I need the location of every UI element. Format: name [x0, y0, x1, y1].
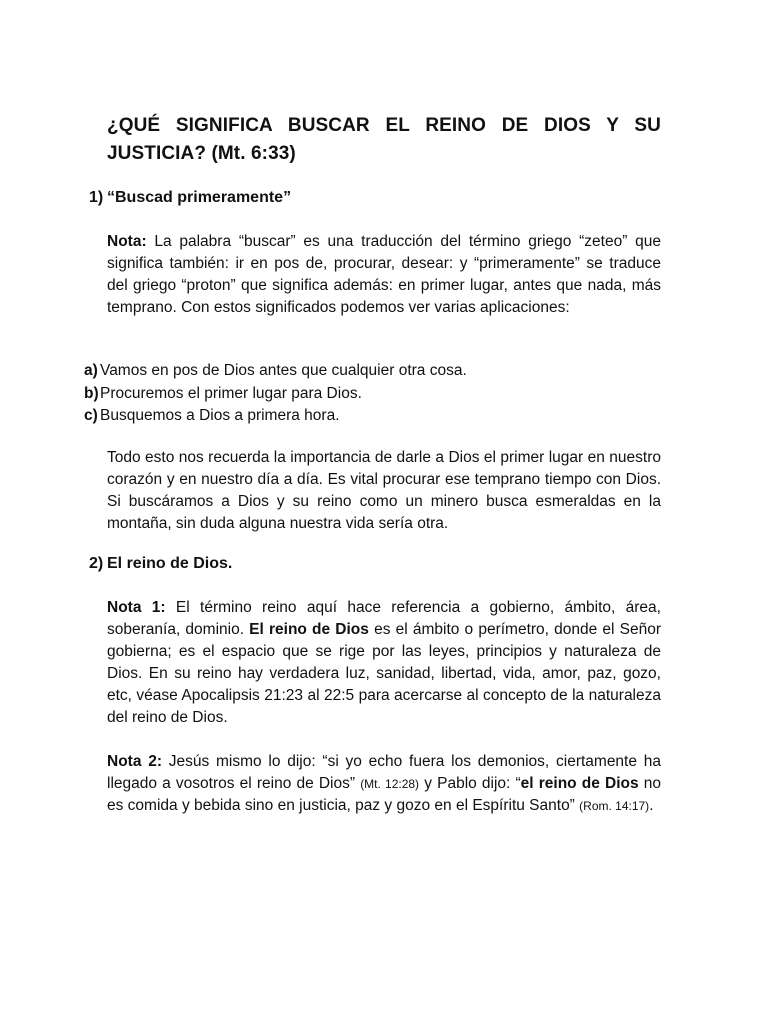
note-2-text-a: Jesús mismo lo dijo: “si yo echo fuera los demonios, ciertamente ha llegado a vosotros el reino de Dios”: [107, 753, 661, 792]
note-1-emphasis: El reino de Dios: [249, 621, 369, 638]
list-item-text: Vamos en pos de Dios antes que cualquier otra cosa.: [100, 362, 467, 379]
section-2-note-1: [107, 597, 661, 729]
section-2-title: El reino de Dios.: [107, 555, 233, 572]
list-item: [84, 383, 467, 406]
note-2-emphasis: el reino de Dios: [520, 775, 639, 792]
note-2-label: Nota 2:: [107, 753, 162, 770]
list-marker: c): [84, 407, 98, 424]
note-label: Nota:: [107, 233, 147, 250]
list-item-text: Busquemos a Dios a primera hora.: [100, 407, 340, 424]
page-title: ¿QUÉ SIGNIFICA BUSCAR EL REINO DE DIOS Y SU JUSTICIA? (Mt. 6:33): [107, 115, 661, 164]
list-item-text: Procuremos el primer lugar para Dios.: [100, 384, 362, 402]
note-text: La palabra “buscar” es una traducción del término griego “zeteo” que significa también: ir en pos de, procurar, desear: y “primeramente” se traduce del griego “proton” que significa además: en primer lugar, antes que nada, más temprano. Con estos significados podemos ver varias aplicaciones:: [107, 233, 661, 316]
list-item: [84, 360, 467, 383]
section-1-title: “Buscad primeramente”: [107, 189, 292, 206]
note-1-text-a: El término reino aquí hace referencia a gobierno, ámbito, área, soberanía, dominio.: [107, 599, 661, 638]
list-marker: b): [84, 384, 99, 402]
note-2-reference-1: (Mt. 12:28): [360, 777, 420, 791]
section-1-heading: [89, 187, 291, 209]
note-1-text-b: es el ámbito o perímetro, donde el Señor gobierna; es el espacio que se rige por las leyes, principios y naturaleza de Dios. En su reino hay verdadera luz, sanidad, libertad, vida, amor, paz, gozo, etc, véase Apocalipsis 21:23 al 22:5 para acercarse al concepto de la naturaleza del reino de Dios.: [107, 621, 661, 726]
section-2-heading: [89, 553, 232, 575]
note-2-reference-2: (Rom. 14:17): [579, 799, 650, 813]
list-marker: a): [84, 362, 98, 379]
section-2-note-2: [107, 751, 661, 817]
section-1-closing: Todo esto nos recuerda la importancia de darle a Dios el primer lugar en nuestro corazón y en nuestro día a día. Es vital procurar ese temprano tiempo con Dios. Si buscáramos a Dios y su reino como un minero busca esmeraldas en la montaña, sin duda alguna nuestra vida sería otra.: [107, 449, 661, 532]
note-2-end: .: [649, 797, 654, 814]
section-1-number: 1): [89, 189, 104, 206]
applications-list: [84, 360, 467, 428]
note-2-text-b: y Pablo dijo: “: [419, 775, 521, 792]
list-item: [84, 405, 467, 428]
note-1-label: Nota 1:: [107, 599, 166, 616]
note-2-text-c: no es comida y bebida sino en justicia, paz y gozo en el Espíritu Santo”: [107, 775, 661, 814]
section-1-note: [107, 231, 661, 319]
section-2-number: 2): [89, 555, 104, 572]
